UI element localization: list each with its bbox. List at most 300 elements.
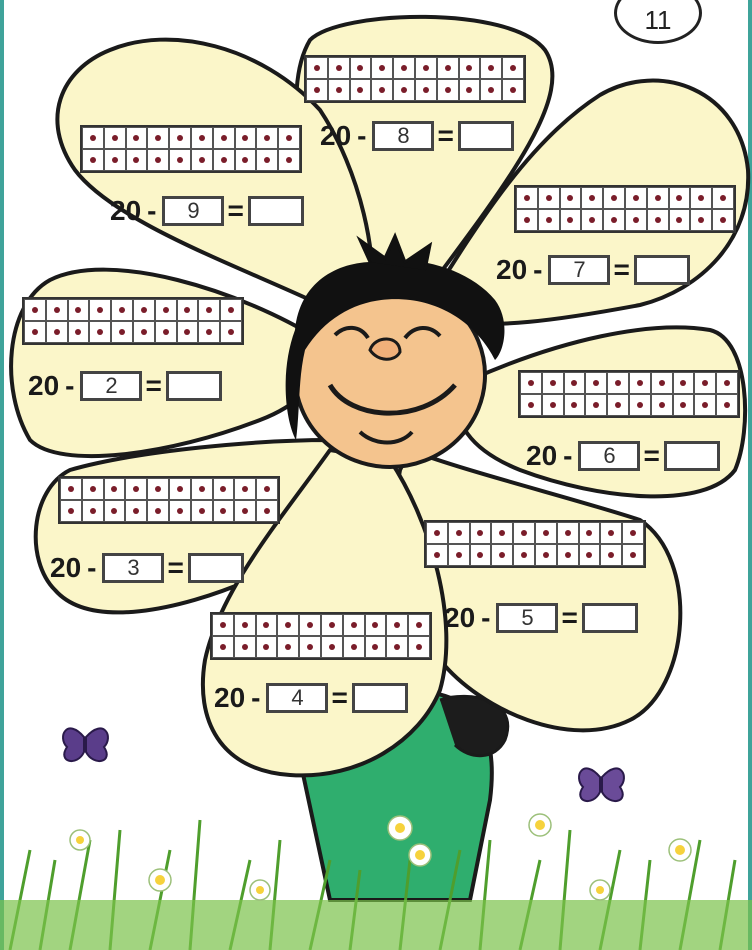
minus-sign: -	[87, 552, 97, 583]
counter-dot	[206, 307, 212, 313]
answer-box[interactable]	[248, 196, 304, 226]
ten-frame-cell	[104, 500, 126, 522]
ten-frame-bottom	[210, 612, 432, 660]
ten-frame-cell	[177, 321, 199, 343]
ten-frame-cell	[169, 149, 191, 171]
ten-frame-cell	[46, 299, 68, 321]
counter-dot	[112, 135, 118, 141]
answer-box[interactable]	[352, 683, 408, 713]
counter-dot	[379, 87, 385, 93]
ten-frame-cell	[415, 57, 437, 79]
ten-frame-cell	[415, 79, 437, 101]
minus-sign: -	[563, 440, 573, 471]
counter-dot	[32, 329, 38, 335]
ten-frame-cell	[234, 636, 256, 658]
counter-dot	[698, 217, 704, 223]
ten-frame-cell	[560, 209, 582, 231]
problem-right	[526, 440, 720, 472]
minuend: 20	[214, 682, 246, 713]
counter-dot	[456, 530, 462, 536]
counter-dot	[611, 195, 617, 201]
counter-dot	[177, 508, 183, 514]
ten-frame-left	[22, 297, 244, 345]
equals-sign: =	[437, 120, 454, 151]
ten-frame-cell	[133, 299, 155, 321]
ten-frame-cell	[560, 187, 582, 209]
counter-dot	[163, 307, 169, 313]
counter-dot	[372, 644, 378, 650]
minuend: 20	[526, 440, 558, 471]
ten-frame-cell	[343, 636, 365, 658]
ten-frame-cell	[557, 544, 579, 566]
counter-dot	[314, 65, 320, 71]
ten-frame-cell	[328, 79, 350, 101]
ten-frame-cell	[647, 187, 669, 209]
counter-dot	[220, 644, 226, 650]
ten-frame-cell	[669, 187, 691, 209]
problem-left	[28, 370, 222, 402]
subtrahend-box: 9	[162, 196, 224, 226]
counter-dot	[477, 552, 483, 558]
boy-nose	[370, 339, 400, 359]
ten-frame-cell	[669, 209, 691, 231]
counter-dot	[586, 530, 592, 536]
answer-box[interactable]	[582, 603, 638, 633]
ten-frame-cell	[212, 636, 234, 658]
counter-dot	[112, 157, 118, 163]
ten-frame-cell	[690, 209, 712, 231]
ten-frame-cell	[212, 614, 234, 636]
counter-dot	[90, 508, 96, 514]
ten-frame-cell	[24, 321, 46, 343]
ten-frame-cell	[371, 79, 393, 101]
counter-dot	[466, 87, 472, 93]
counter-dot	[567, 195, 573, 201]
counter-dot	[314, 87, 320, 93]
ten-frame-cell	[155, 299, 177, 321]
counter-dot	[401, 65, 407, 71]
counter-dot	[242, 622, 248, 628]
minus-sign: -	[65, 370, 75, 401]
counter-dot	[680, 402, 686, 408]
ten-frame-cell	[133, 321, 155, 343]
minuend: 20	[110, 195, 142, 226]
ten-frame-cell	[234, 500, 256, 522]
counter-dot	[75, 307, 81, 313]
counter-dot	[524, 195, 530, 201]
ten-frame-cell	[502, 79, 524, 101]
ten-frame-cell	[622, 522, 644, 544]
counter-dot	[423, 65, 429, 71]
counter-dot	[111, 486, 117, 492]
counter-dot	[633, 217, 639, 223]
counter-dot	[615, 380, 621, 386]
counter-dot	[571, 402, 577, 408]
ten-frame-cell	[502, 57, 524, 79]
ten-frame-cell	[350, 79, 372, 101]
ten-frame-cell	[89, 299, 111, 321]
counter-dot	[546, 217, 552, 223]
counter-dot	[264, 486, 270, 492]
ten-frame-cell	[603, 187, 625, 209]
answer-box[interactable]	[664, 441, 720, 471]
counter-dot	[242, 157, 248, 163]
ten-frame-cell	[393, 57, 415, 79]
ten-frame-cell	[629, 394, 651, 416]
equals-sign: =	[167, 552, 184, 583]
subtrahend-box: 5	[496, 603, 558, 633]
counter-dot	[329, 622, 335, 628]
counter-dot	[434, 552, 440, 558]
counter-dot	[499, 552, 505, 558]
counter-dot	[163, 329, 169, 335]
counter-dot	[488, 87, 494, 93]
counter-dot	[155, 157, 161, 163]
counter-dot	[307, 622, 313, 628]
counter-dot	[698, 195, 704, 201]
ten-frame-cell	[564, 394, 586, 416]
ten-frame-cell	[155, 321, 177, 343]
counter-dot	[32, 307, 38, 313]
ten-frame-cell	[24, 299, 46, 321]
minus-sign: -	[481, 602, 491, 633]
problem-lower-left	[50, 552, 244, 584]
ten-frame-top	[304, 55, 526, 103]
ten-frame-cell	[690, 187, 712, 209]
counter-dot	[220, 508, 226, 514]
ten-frame-cell	[622, 544, 644, 566]
ten-frame-cell	[647, 209, 669, 231]
counter-dot	[90, 157, 96, 163]
ten-frame-cell	[520, 372, 542, 394]
counter-dot	[633, 195, 639, 201]
ten-frame-cell	[651, 372, 673, 394]
equals-sign: =	[227, 195, 244, 226]
counter-dot	[90, 135, 96, 141]
counter-dot	[351, 644, 357, 650]
ten-frame-cell	[516, 187, 538, 209]
ten-frame-cell	[520, 394, 542, 416]
ten-frame-cell	[104, 478, 126, 500]
counter-dot	[133, 486, 139, 492]
ten-frame-cell	[564, 372, 586, 394]
counter-dot	[630, 530, 636, 536]
counter-dot	[488, 65, 494, 71]
answer-box[interactable]	[166, 371, 222, 401]
ten-frame-cell	[299, 636, 321, 658]
counter-dot	[155, 508, 161, 514]
counter-dot	[589, 195, 595, 201]
answer-box[interactable]	[188, 553, 244, 583]
counter-dot	[423, 87, 429, 93]
counter-dot	[97, 307, 103, 313]
ten-frame-cell	[579, 544, 601, 566]
ten-frame-cell	[603, 209, 625, 231]
counter-dot	[286, 135, 292, 141]
ten-frame-cell	[46, 321, 68, 343]
counter-dot	[565, 552, 571, 558]
ten-frame-cell	[491, 522, 513, 544]
counter-dot	[702, 380, 708, 386]
ten-frame-cell	[629, 372, 651, 394]
ten-frame-cell	[82, 500, 104, 522]
problem-top	[320, 120, 514, 152]
ten-frame-cell	[213, 500, 235, 522]
counter-dot	[659, 402, 665, 408]
counter-dot	[242, 508, 248, 514]
counter-dot	[177, 157, 183, 163]
minus-sign: -	[251, 682, 261, 713]
counter-dot	[68, 486, 74, 492]
ten-frame-cell	[220, 321, 242, 343]
counter-dot	[655, 195, 661, 201]
counter-dot	[589, 217, 595, 223]
ten-frame-cell	[277, 636, 299, 658]
counter-dot	[543, 530, 549, 536]
counter-dot	[90, 486, 96, 492]
counter-dot	[434, 530, 440, 536]
ten-frame-cell	[712, 209, 734, 231]
ten-frame-upper-right	[514, 185, 736, 233]
ten-frame-cell	[716, 394, 738, 416]
ten-frame-cell	[513, 544, 535, 566]
ten-frame-cell	[125, 500, 147, 522]
ten-frame-right	[518, 370, 740, 418]
ten-frame-cell	[371, 57, 393, 79]
ten-frame-cell	[579, 522, 601, 544]
counter-dot	[524, 217, 530, 223]
counter-dot	[357, 65, 363, 71]
counter-dot	[565, 530, 571, 536]
counter-dot	[416, 644, 422, 650]
answer-box[interactable]	[634, 255, 690, 285]
ten-frame-cell	[673, 394, 695, 416]
ten-frame-cell	[321, 614, 343, 636]
ten-frame-cell	[147, 149, 169, 171]
ten-frame-cell	[625, 209, 647, 231]
counter-dot	[477, 530, 483, 536]
counter-dot	[416, 622, 422, 628]
counter-dot	[155, 486, 161, 492]
ten-frame-cell	[191, 500, 213, 522]
equals-sign: =	[643, 440, 660, 471]
ten-frame-cell	[256, 636, 278, 658]
counter-dot	[155, 135, 161, 141]
counter-dot	[720, 217, 726, 223]
equals-sign: =	[145, 370, 162, 401]
counter-dot	[307, 644, 313, 650]
ten-frame-cell	[542, 394, 564, 416]
counter-dot	[680, 380, 686, 386]
ten-frame-cell	[386, 636, 408, 658]
counter-dot	[228, 329, 234, 335]
ten-frame-cell	[220, 299, 242, 321]
counter-dot	[676, 195, 682, 201]
ten-frame-cell	[393, 79, 415, 101]
ten-frame-cell	[408, 614, 430, 636]
ten-frame-cell	[448, 544, 470, 566]
counter-dot	[242, 135, 248, 141]
counter-dot	[521, 530, 527, 536]
ten-frame-upper-left	[80, 125, 302, 173]
problem-upper-left	[110, 195, 304, 227]
ten-frame-cell	[585, 372, 607, 394]
ten-frame-cell	[234, 614, 256, 636]
ten-frame-cell	[365, 614, 387, 636]
counter-dot	[264, 157, 270, 163]
answer-box[interactable]	[458, 121, 514, 151]
subtrahend-box: 3	[102, 553, 164, 583]
ten-frame-cell	[213, 149, 235, 171]
counter-dot	[220, 486, 226, 492]
ten-frame-cell	[198, 299, 220, 321]
ten-frame-cell	[513, 522, 535, 544]
counter-dot	[720, 195, 726, 201]
ten-frame-cell	[213, 478, 235, 500]
counter-dot	[528, 402, 534, 408]
counter-dot	[206, 329, 212, 335]
ten-frame-cell	[459, 57, 481, 79]
counter-dot	[586, 552, 592, 558]
counter-dot	[528, 380, 534, 386]
ten-frame-cell	[256, 127, 278, 149]
ten-frame-cell	[538, 187, 560, 209]
ten-frame-cell	[104, 149, 126, 171]
counter-dot	[466, 65, 472, 71]
problem-upper-right	[496, 254, 690, 286]
ten-frame-cell	[321, 636, 343, 658]
ten-frame-cell	[213, 127, 235, 149]
counter-dot	[242, 486, 248, 492]
counter-dot	[394, 622, 400, 628]
equals-sign: =	[613, 254, 630, 285]
ten-frame-cell	[60, 478, 82, 500]
ten-frame-cell	[480, 79, 502, 101]
problem-bottom	[214, 682, 408, 714]
counter-dot	[54, 307, 60, 313]
ten-frame-cell	[437, 79, 459, 101]
ten-frame-cell	[694, 372, 716, 394]
counter-dot	[456, 552, 462, 558]
ten-frame-cell	[177, 299, 199, 321]
minuend: 20	[444, 602, 476, 633]
ten-frame-cell	[111, 299, 133, 321]
counter-dot	[445, 65, 451, 71]
ten-frame-cell	[581, 187, 603, 209]
counter-dot	[499, 530, 505, 536]
ten-frame-cell	[68, 299, 90, 321]
ten-frame-cell	[516, 209, 538, 231]
minuend: 20	[320, 120, 352, 151]
counter-dot	[593, 402, 599, 408]
page-number: 11	[644, 5, 672, 35]
ten-frame-cell	[386, 614, 408, 636]
counter-dot	[111, 508, 117, 514]
ten-frame-lower-left	[58, 476, 280, 524]
ten-frame-cell	[607, 372, 629, 394]
ten-frame-cell	[256, 500, 278, 522]
ten-frame-cell	[147, 478, 169, 500]
ten-frame-cell	[538, 209, 560, 231]
subtrahend-box: 2	[80, 371, 142, 401]
counter-dot	[724, 380, 730, 386]
counter-dot	[630, 552, 636, 558]
ten-frame-cell	[277, 614, 299, 636]
counter-dot	[637, 402, 643, 408]
counter-dot	[510, 87, 516, 93]
counter-dot	[593, 380, 599, 386]
ten-frame-cell	[169, 478, 191, 500]
ten-frame-cell	[306, 79, 328, 101]
minuend: 20	[496, 254, 528, 285]
ten-frame-cell	[491, 544, 513, 566]
counter-dot	[637, 380, 643, 386]
ten-frame-cell	[256, 614, 278, 636]
problem-lower-right	[444, 602, 638, 634]
counter-dot	[351, 622, 357, 628]
equals-sign: =	[331, 682, 348, 713]
ten-frame-cell	[111, 321, 133, 343]
counter-dot	[119, 329, 125, 335]
counter-dot	[119, 307, 125, 313]
counter-dot	[702, 402, 708, 408]
subtrahend-box: 8	[372, 121, 434, 151]
ten-frame-cell	[89, 321, 111, 343]
counter-dot	[133, 135, 139, 141]
counter-dot	[54, 329, 60, 335]
ten-frame-cell	[535, 522, 557, 544]
counter-dot	[329, 644, 335, 650]
ten-frame-cell	[198, 321, 220, 343]
ten-frame-cell	[191, 478, 213, 500]
counter-dot	[68, 508, 74, 514]
counter-dot	[372, 622, 378, 628]
counter-dot	[611, 217, 617, 223]
ten-frame-cell	[235, 127, 257, 149]
ten-frame-cell	[169, 500, 191, 522]
minus-sign: -	[147, 195, 157, 226]
counter-dot	[615, 402, 621, 408]
counter-dot	[263, 622, 269, 628]
ten-frame-cell	[82, 149, 104, 171]
counter-dot	[394, 644, 400, 650]
ten-frame-cell	[126, 127, 148, 149]
counter-dot	[571, 380, 577, 386]
ten-frame-cell	[470, 544, 492, 566]
counter-dot	[655, 217, 661, 223]
counter-dot	[177, 135, 183, 141]
ten-frame-cell	[68, 321, 90, 343]
ten-frame-cell	[299, 614, 321, 636]
butterfly-icon	[63, 728, 108, 761]
minus-sign: -	[357, 120, 367, 151]
ten-frame-cell	[278, 149, 300, 171]
minuend: 20	[50, 552, 82, 583]
ten-frame-cell	[459, 79, 481, 101]
ten-frame-cell	[470, 522, 492, 544]
ten-frame-cell	[600, 522, 622, 544]
counter-dot	[264, 135, 270, 141]
counter-dot	[199, 157, 205, 163]
counter-dot	[550, 402, 556, 408]
ten-frame-cell	[328, 57, 350, 79]
ten-frame-cell	[535, 544, 557, 566]
ten-frame-cell	[426, 544, 448, 566]
counter-dot	[228, 307, 234, 313]
counter-dot	[220, 622, 226, 628]
ten-frame-cell	[437, 57, 459, 79]
ten-frame-cell	[278, 127, 300, 149]
